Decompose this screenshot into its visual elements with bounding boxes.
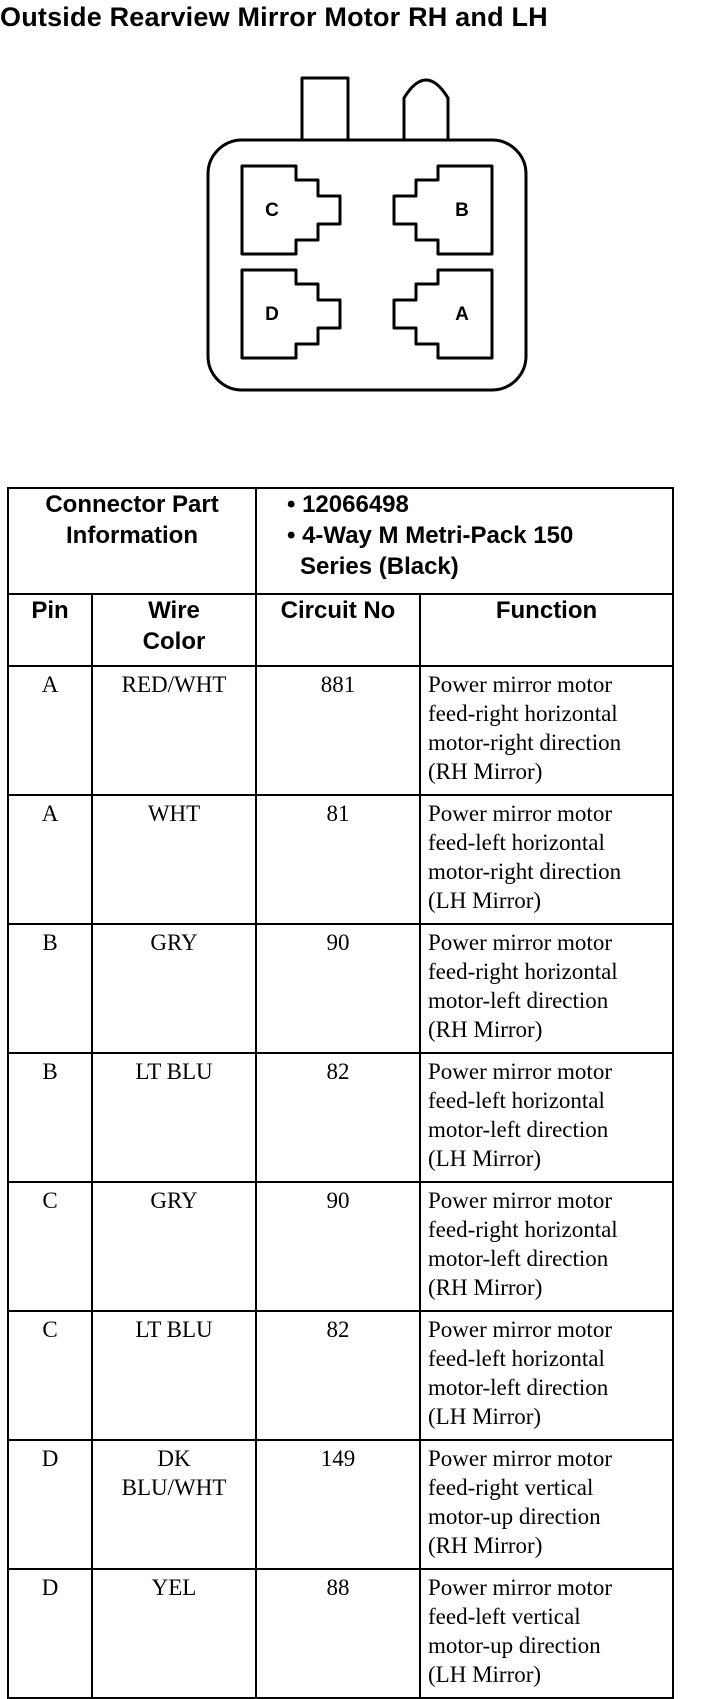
function-line: feed-right horizontal [428, 1217, 618, 1242]
cavity-a [394, 270, 492, 358]
function-line: feed-left horizontal [428, 1088, 605, 1113]
cavity-label-a: A [455, 304, 469, 325]
header-pin: Pin [8, 594, 92, 666]
circuit-no-cell: 81 [256, 795, 420, 924]
pin-cell: C [8, 1311, 92, 1440]
wire-color-line: BLU/WHT [121, 1475, 227, 1500]
function-line: (RH Mirror) [428, 759, 543, 784]
header-wire-color: Wire Color [92, 594, 256, 666]
function-line: (LH Mirror) [428, 888, 542, 913]
function-line: Power mirror motor [428, 801, 612, 826]
function-cell [420, 795, 673, 924]
connector-tab-right [404, 80, 448, 140]
pin-cell: D [8, 1569, 92, 1698]
function-line: Power mirror motor [428, 930, 612, 955]
wire-color-line: RED/WHT [121, 672, 227, 697]
wire-color-cell [92, 795, 256, 924]
function-line: Power mirror motor [428, 1059, 612, 1084]
column-header-row [8, 594, 673, 666]
wire-color-cell [92, 1311, 256, 1440]
wire-color-cell [92, 1440, 256, 1569]
function-line: Power mirror motor [428, 1188, 612, 1213]
header-circuit-no: Circuit No [256, 594, 420, 666]
cavity-b [394, 166, 492, 254]
function-line: feed-left horizontal [428, 1346, 605, 1371]
function-cell [420, 924, 673, 1053]
header-function: Function [420, 594, 673, 666]
function-cell [420, 666, 673, 795]
circuit-no-cell: 90 [256, 924, 420, 1053]
cavity-label-b: B [455, 200, 469, 221]
function-line: motor-left direction [428, 1246, 609, 1271]
connector-diagram [0, 0, 704, 460]
function-line: motor-right direction [428, 859, 622, 884]
pin-cell: C [8, 1182, 92, 1311]
function-line: motor-left direction [428, 1117, 609, 1142]
function-line: Power mirror motor [428, 672, 612, 697]
function-line: Power mirror motor [428, 1317, 612, 1342]
circuit-no-cell: 90 [256, 1182, 420, 1311]
function-line: (RH Mirror) [428, 1275, 543, 1300]
table-row [8, 1182, 673, 1311]
function-line: (RH Mirror) [428, 1533, 543, 1558]
pin-cell: A [8, 666, 92, 795]
wire-color-line: DK [157, 1446, 191, 1471]
circuit-no-cell: 82 [256, 1053, 420, 1182]
cavity-c [242, 166, 340, 254]
table-row [8, 1311, 673, 1440]
function-line: (LH Mirror) [428, 1146, 542, 1171]
connector-type: • 4-Way M Metri-Pack 150 [287, 522, 574, 549]
part-number: • 12066498 [287, 491, 409, 518]
function-cell [420, 1569, 673, 1698]
function-line: motor-left direction [428, 1375, 609, 1400]
page-title: Outside Rearview Mirror Motor RH and LH [0, 2, 548, 32]
circuit-no-cell: 881 [256, 666, 420, 795]
function-line: feed-left horizontal [428, 830, 605, 855]
function-line: Power mirror motor [428, 1575, 612, 1600]
pin-cell: A [8, 795, 92, 924]
connector-info-table [7, 487, 674, 1699]
function-line: Power mirror motor [428, 1446, 612, 1471]
pin-cell: B [8, 924, 92, 1053]
function-cell [420, 1311, 673, 1440]
cavity-label-d: D [265, 304, 279, 325]
pin-cell: B [8, 1053, 92, 1182]
table-row [8, 795, 673, 924]
wire-color-line: WHT [147, 801, 201, 826]
function-cell [420, 1053, 673, 1182]
part-info-row [8, 488, 673, 594]
table-row [8, 666, 673, 795]
wire-color-line: LT BLU [135, 1059, 213, 1084]
function-line: (LH Mirror) [428, 1404, 542, 1429]
wire-color-cell [92, 666, 256, 795]
table-row [8, 1440, 673, 1569]
function-line: feed-left vertical [428, 1604, 581, 1629]
wire-color-cell [92, 1182, 256, 1311]
function-line: motor-up direction [428, 1504, 601, 1529]
wire-color-line: GRY [150, 930, 198, 955]
connector-tab-left [302, 78, 348, 140]
function-line: feed-right horizontal [428, 701, 618, 726]
wire-color-cell [92, 1569, 256, 1698]
connector-body [208, 140, 526, 390]
function-line: feed-right horizontal [428, 959, 618, 984]
part-info-values [256, 488, 673, 594]
pin-cell: D [8, 1440, 92, 1569]
function-line: motor-right direction [428, 730, 622, 755]
function-line: feed-right vertical [428, 1475, 594, 1500]
wire-color-cell [92, 1053, 256, 1182]
wire-color-line: LT BLU [135, 1317, 213, 1342]
table-row [8, 1053, 673, 1182]
circuit-no-cell: 88 [256, 1569, 420, 1698]
table-row [8, 1569, 673, 1698]
wire-color-cell [92, 924, 256, 1053]
cavity-label-c: C [265, 200, 279, 221]
function-line: motor-left direction [428, 988, 609, 1013]
wire-color-line: YEL [151, 1575, 197, 1600]
function-line: (LH Mirror) [428, 1662, 542, 1687]
function-cell [420, 1440, 673, 1569]
function-line: motor-up direction [428, 1633, 601, 1658]
connector-series: Series (Black) [300, 553, 459, 580]
table-row [8, 924, 673, 1053]
circuit-no-cell: 149 [256, 1440, 420, 1569]
cavity-d [242, 270, 340, 358]
function-line: (RH Mirror) [428, 1017, 543, 1042]
wire-color-line: GRY [150, 1188, 198, 1213]
function-cell [420, 1182, 673, 1311]
part-info-label: Connector Part Information [8, 488, 256, 594]
circuit-no-cell: 82 [256, 1311, 420, 1440]
